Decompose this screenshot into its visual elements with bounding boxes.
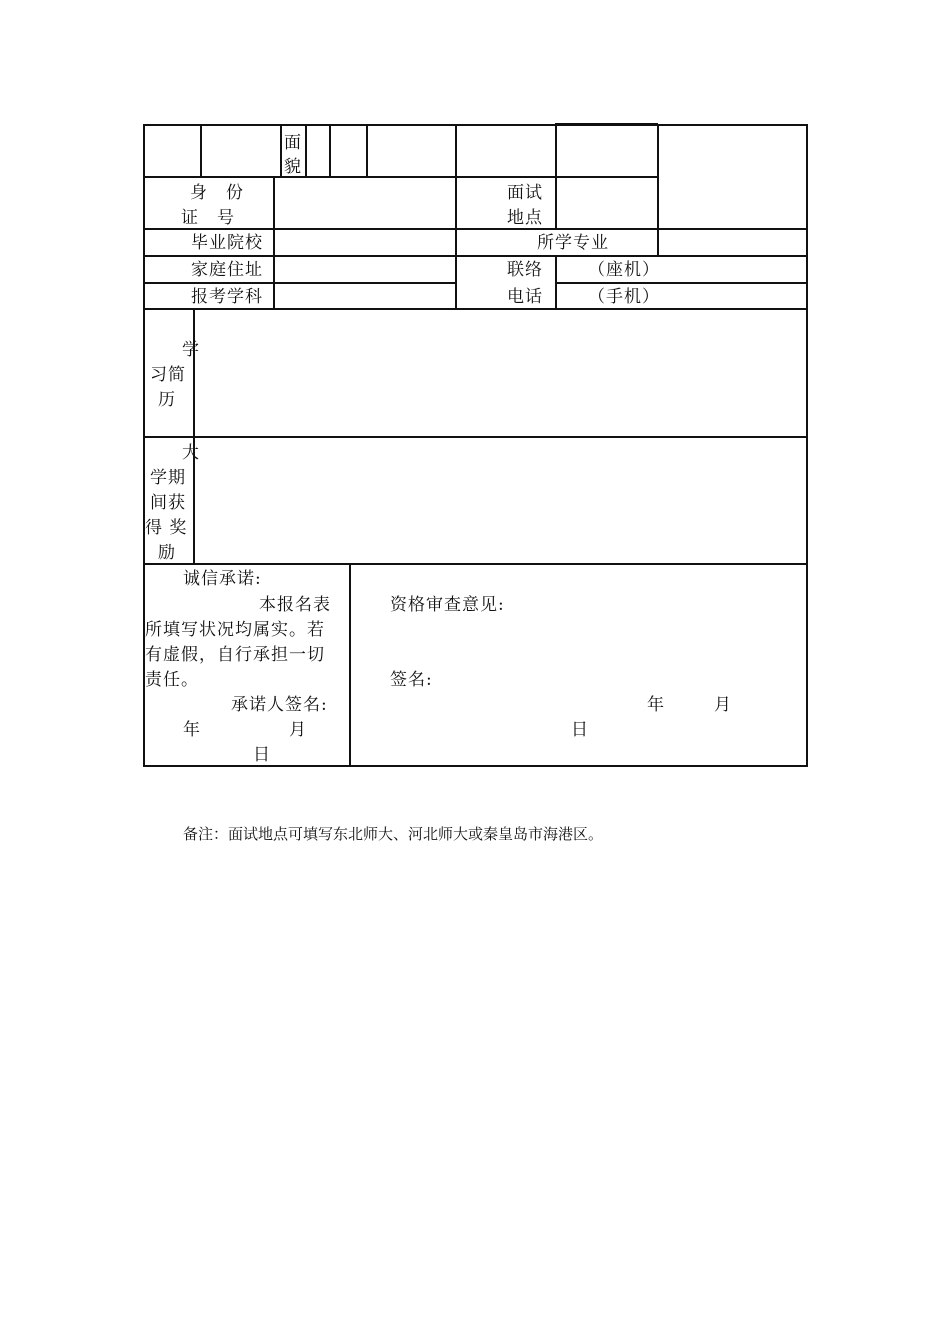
pledge-month-label: 月 (289, 720, 307, 740)
pledge-text-line4: 责任。 (145, 670, 199, 690)
id-number-label-line2: 证 号 (181, 208, 235, 228)
major-label: 所学专业 (537, 233, 609, 253)
pledge-title: 诚信承诺: (183, 569, 262, 589)
table-line (143, 228, 808, 230)
table-line (455, 124, 457, 309)
review-year-label: 年 (647, 695, 665, 715)
awards-label-line1: 大 (182, 443, 200, 463)
landline-label: （座机） (588, 260, 660, 280)
contact-phone-label-line2: 电话 (507, 287, 543, 307)
political-status-label-line2: 貌 (284, 157, 302, 177)
pledge-text-line3: 有虚假，自行承担一切 (145, 645, 325, 665)
study-history-label-line3: 历 (158, 390, 176, 410)
table-line (143, 176, 658, 178)
awards-label-line4: 得 奖 (145, 518, 188, 538)
table-border-right (806, 124, 808, 766)
applied-subject-label: 报考学科 (191, 287, 263, 307)
table-border-top (143, 124, 808, 126)
table-line (349, 563, 351, 766)
awards-label-line2: 学期 (150, 468, 186, 488)
table-line (280, 124, 282, 177)
table-line (200, 124, 202, 177)
pledge-text-line1: 本报名表 (259, 595, 331, 615)
table-line (273, 176, 275, 309)
table-line (366, 124, 368, 177)
home-address-label: 家庭住址 (191, 260, 263, 280)
review-title: 资格审查意见: (390, 595, 505, 615)
awards-label-line5: 励 (158, 543, 176, 563)
study-history-label-line1: 学 (182, 340, 200, 360)
table-line (143, 282, 456, 284)
table-line (555, 255, 557, 309)
political-status-label-line1: 面 (284, 133, 302, 153)
table-line (555, 123, 658, 125)
review-month-label: 月 (714, 695, 732, 715)
table-line (305, 124, 307, 177)
id-number-label-line1: 身 份 (190, 183, 244, 203)
study-history-label-line2: 习简 (150, 365, 186, 385)
graduate-school-label: 毕业院校 (191, 233, 263, 253)
pledge-signature-label: 承诺人签名: (231, 695, 328, 715)
review-signature-label: 签名: (390, 670, 433, 690)
pledge-year-label: 年 (183, 720, 201, 740)
table-line (657, 124, 659, 256)
interview-location-label-line1: 面试 (507, 183, 543, 203)
pledge-text-line2: 所填写状况均属实。若 (145, 620, 325, 640)
review-day-label: 日 (571, 720, 589, 740)
table-border-bottom (143, 765, 808, 767)
pledge-day-label: 日 (253, 745, 271, 765)
interview-location-label-line2: 地点 (507, 208, 543, 228)
table-line (329, 124, 331, 177)
footnote: 备注：面试地点可填写东北师大、河北师大或秦皇岛市海港区。 (183, 825, 604, 843)
table-line (555, 124, 557, 229)
table-line (143, 563, 808, 565)
contact-phone-label-line1: 联络 (507, 260, 543, 280)
awards-label-line3: 间获 (150, 493, 186, 513)
mobile-label: （手机） (588, 287, 660, 307)
table-line (143, 436, 808, 438)
